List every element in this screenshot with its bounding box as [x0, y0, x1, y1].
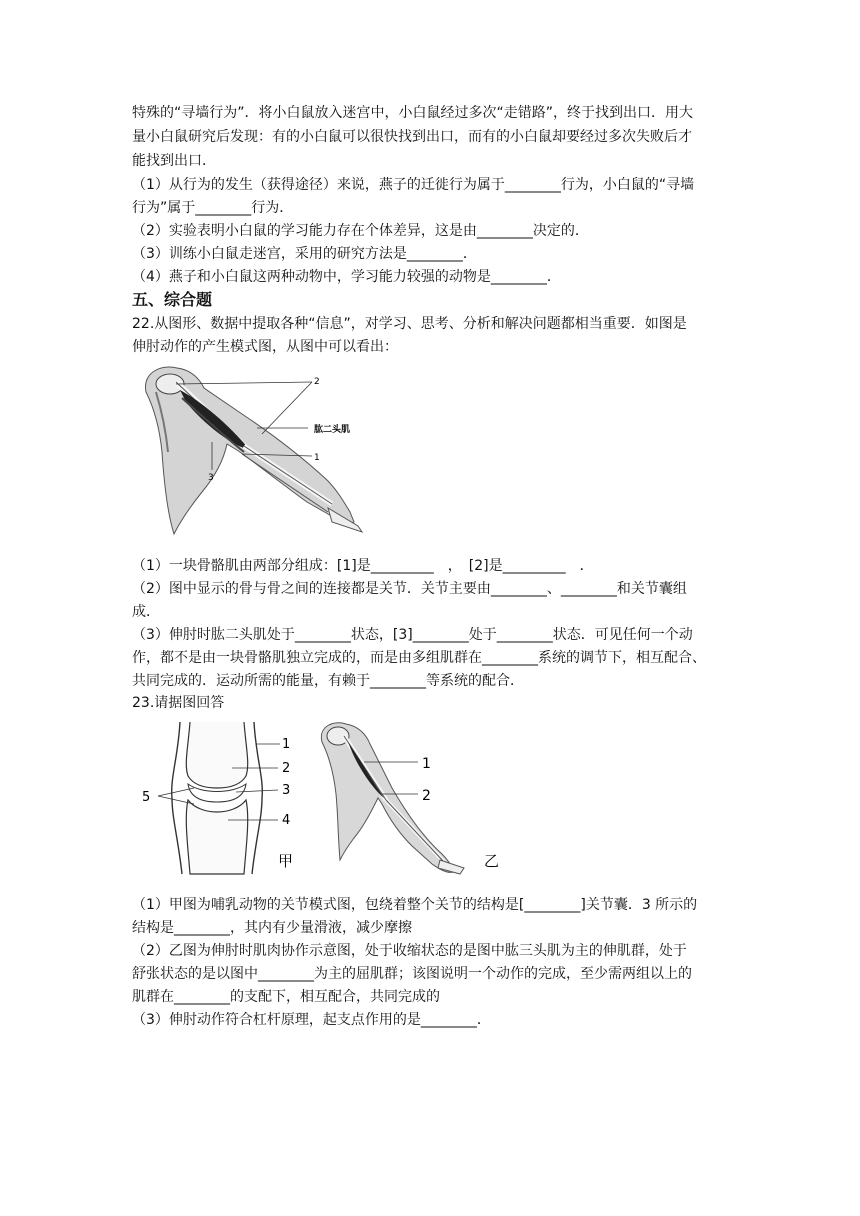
q23-stem: 23.请据图回答: [132, 695, 225, 711]
elbow-extension-figure: [132, 362, 372, 542]
arm-extension-figure: [312, 718, 512, 878]
q23-item-1b: 结构是________，其内有少量滑液，减少摩擦: [132, 920, 412, 936]
fig22-label-biceps: 肱二头肌: [314, 425, 351, 435]
q22-item-3c: 共同完成的．运动所需的能量，有赖于________等系统的配合．: [132, 673, 524, 689]
figA-label-3: 3: [282, 783, 291, 798]
q23-item-1a: （1）甲图为哺乳动物的关节模式图，包绕着整个关节的结构是[________]关节囊．3 所示的: [132, 897, 698, 913]
figA-caption: 甲: [278, 852, 294, 870]
figA-label-4: 4: [282, 813, 291, 828]
intro-line-2: 量小白鼠研究后发现：有的小白鼠可以很快找到出口，而有的小白鼠却要经过多次失败后才: [132, 129, 692, 145]
figA-label-2: 2: [282, 761, 291, 776]
fig22-label-3: 3: [208, 473, 214, 483]
q23-item-2c: 肌群在________的支配下，相互配合，共同完成的: [132, 989, 440, 1005]
joint-model-figure: [132, 718, 312, 878]
intro-line-1: 特殊的“寻墙行为”．将小白鼠放入迷宫中，小白鼠经过多次“走错路”，终于找到出口．用大: [132, 105, 694, 121]
figA-label-1: 1: [282, 737, 291, 752]
q23-item-2b: 舒张状态的是以图中________为主的屈肌群；该图说明一个动作的完成，至少需两组以上的: [132, 966, 692, 982]
q21-item-1a: （1）从行为的发生（获得途径）来说，燕子的迁徙行为属于________行为，小白鼠的“寻墙: [132, 177, 695, 193]
q22-item-2a: （2）图中显示的骨与骨之间的连接都是关节．关节主要由________、________和关节囊组: [132, 581, 687, 597]
q23-item-2a: （2）乙图为伸肘时肌肉协作示意图，处于收缩状态的是图中肱三头肌为主的伸肌群，处于: [132, 943, 687, 959]
figB-label-1: 1: [422, 756, 431, 772]
q21-item-3: （3）训练小白鼠走迷宫，采用的研究方法是________．: [132, 246, 477, 262]
q22-item-1: （1）一块骨骼肌由两部分组成：[1]是_________ ， [2]是_________ ．: [132, 558, 594, 574]
section-heading: 五、综合题: [132, 290, 213, 309]
q21-item-1b: 行为”属于________行为．: [132, 200, 294, 216]
fig22-label-2: 2: [314, 377, 320, 387]
figB-caption: 乙: [484, 852, 500, 870]
q21-item-2: （2）实验表明小白鼠的学习能力存在个体差异，这是由________决定的．: [132, 223, 589, 239]
q22-item-3b: 作，都不是由一块骨骼肌独立完成的，而是由多组肌群在________系统的调节下，相互配合、: [132, 650, 706, 666]
q22-stem-2: 伸肘动作的产生模式图，从图中可以看出：: [132, 339, 398, 355]
intro-line-3: 能找到出口．: [132, 153, 216, 169]
q22-item-2b: 成．: [132, 604, 160, 620]
figA-label-5: 5: [142, 790, 151, 805]
q22-item-3a: （3）伸肘时肱二头肌处于________状态，[3]________处于________状态．可见任何一个动: [132, 627, 693, 643]
q21-item-4: （4）燕子和小白鼠这两种动物中，学习能力较强的动物是________．: [132, 269, 561, 285]
q22-stem-1: 22.从图形、数据中提取各种“信息”，对学习、思考、分析和解决问题都相当重要．如图是: [132, 316, 687, 332]
q23-item-3: （3）伸肘动作符合杠杆原理，起支点作用的是________．: [132, 1012, 491, 1028]
figB-label-2: 2: [422, 788, 431, 804]
fig22-label-1: 1: [314, 453, 320, 463]
